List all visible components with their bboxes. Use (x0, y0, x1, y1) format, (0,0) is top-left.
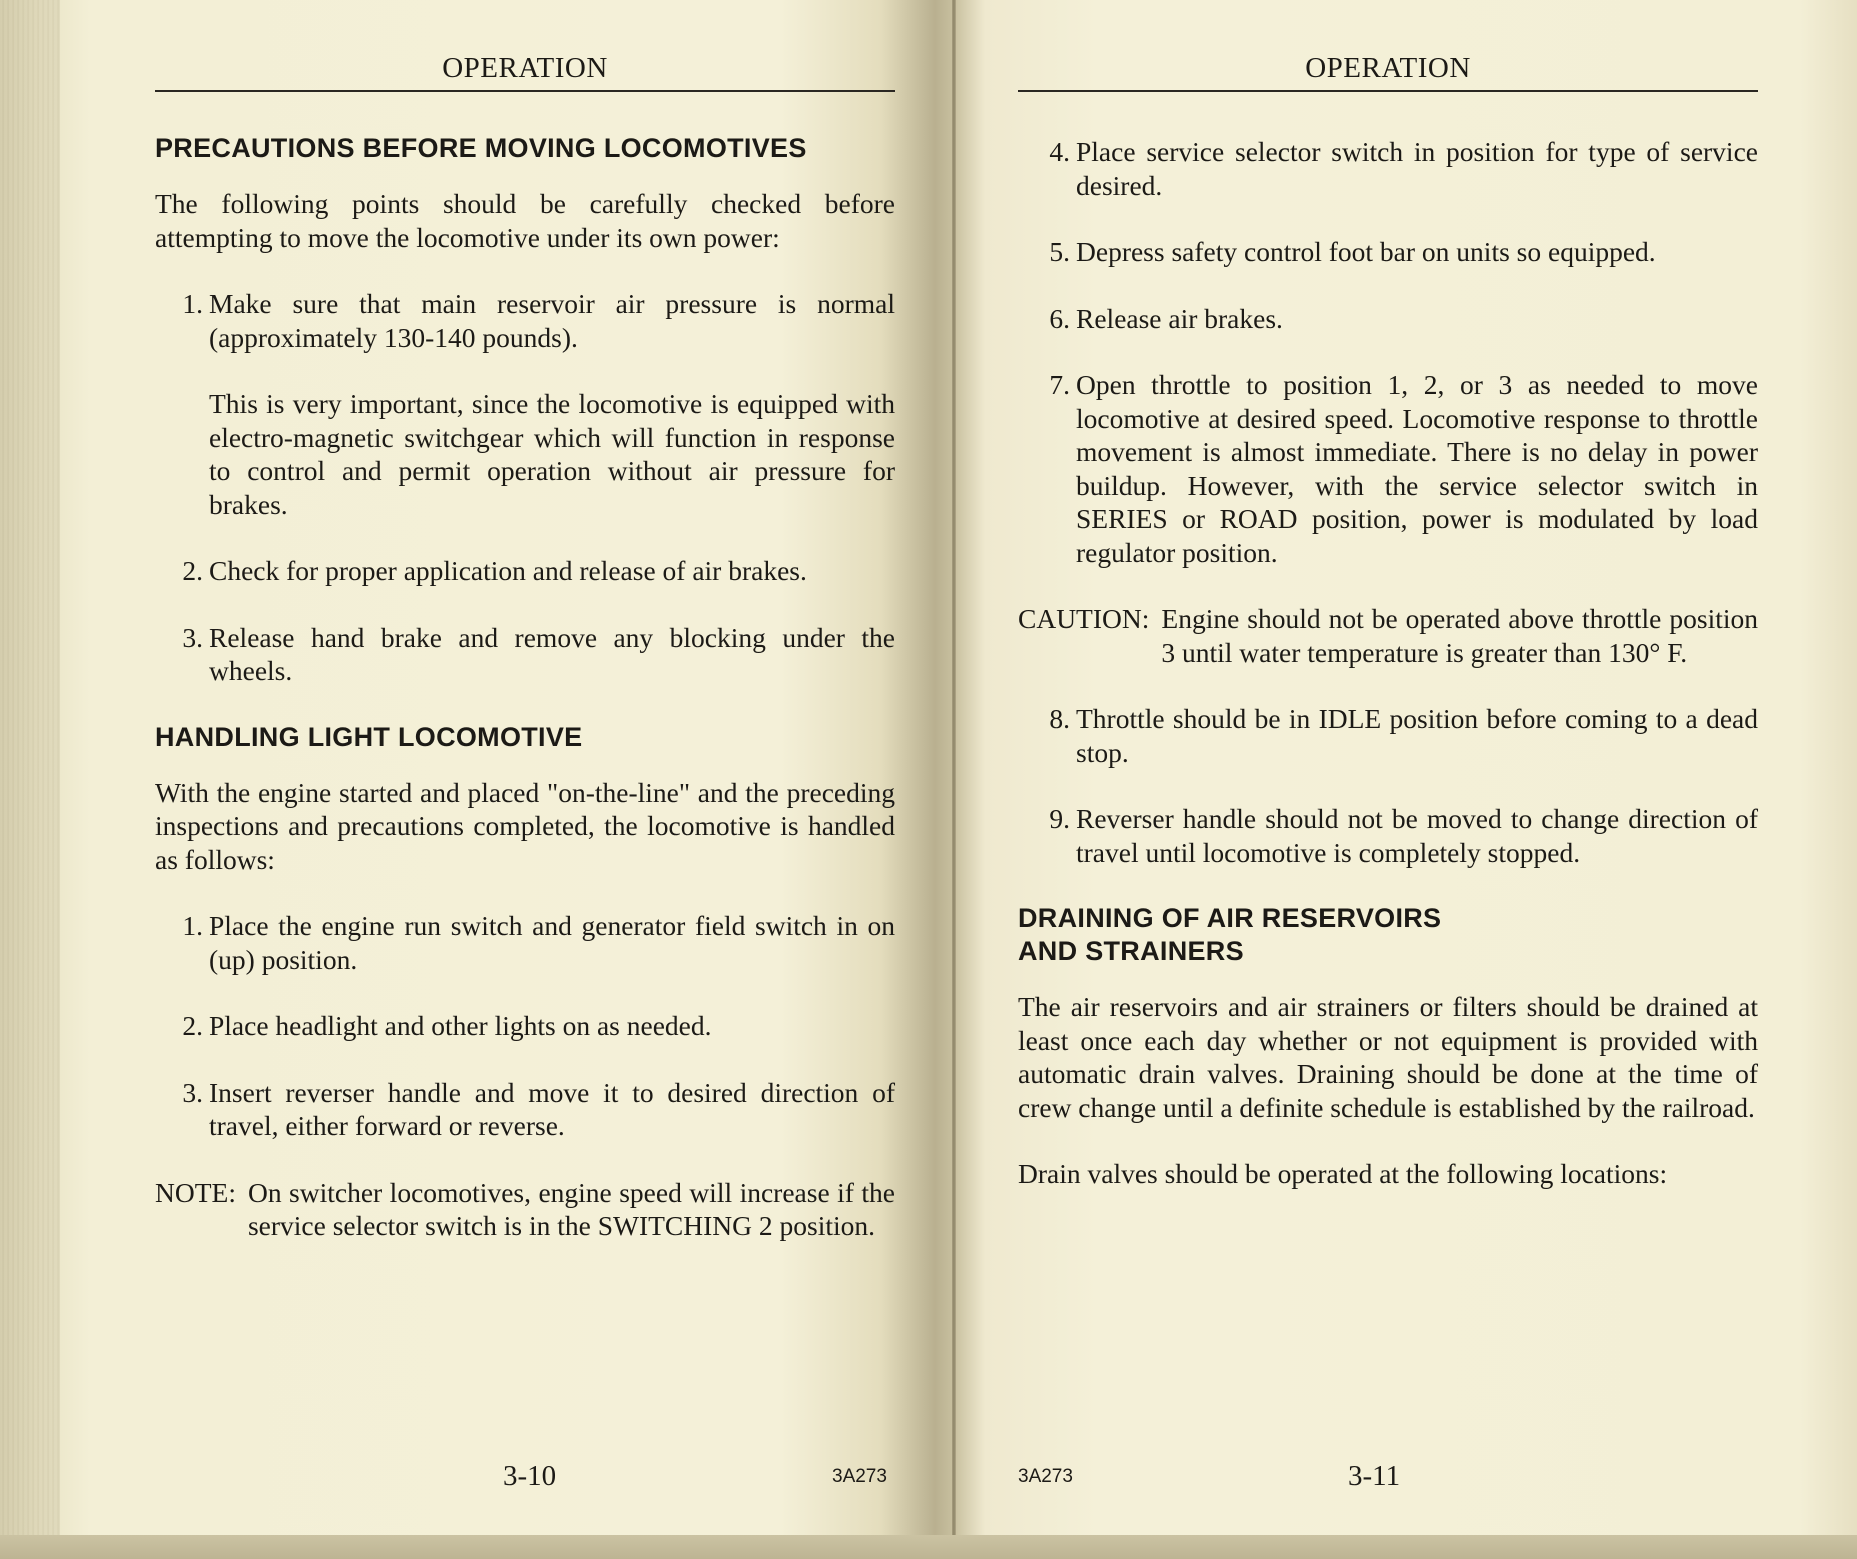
document-code: 3A273 (1018, 1466, 1073, 1487)
list-item (155, 621, 895, 688)
list-item (1018, 135, 1758, 202)
item-number: 8. (1049, 703, 1070, 734)
running-head: OPERATION (442, 52, 608, 84)
list-item (1018, 802, 1758, 869)
item-text: Release air brakes. (1076, 302, 1283, 334)
left-page-content (155, 132, 895, 1276)
item-number: 2. (182, 1010, 203, 1041)
note-block (155, 1176, 895, 1243)
item-number: 4. (1049, 136, 1070, 167)
list-item (1018, 368, 1758, 569)
caution-label: CAUTION: (1018, 603, 1150, 634)
item-number: 3. (182, 621, 203, 653)
page-edges (0, 0, 60, 1559)
book-spine (952, 0, 956, 1559)
left-page (155, 0, 895, 1559)
item-text: Place headlight and other lights on as needed. (209, 1010, 712, 1041)
running-head: OPERATION (1305, 52, 1471, 84)
item-text: Make sure that main reservoir air pressure is normal (approximately 130-140 pounds). (209, 288, 895, 353)
document-code: 3A273 (832, 1466, 887, 1487)
item-subtext: This is very important, since the locomotive is equipped with electro-magnetic switchgear which will function in response to control and permit operation without air pressure for brakes. (209, 388, 895, 520)
item-text: Release hand brake and remove any blocking under the wheels. (209, 621, 895, 686)
page-number: 3-10 (503, 1460, 557, 1492)
header-rule (1018, 90, 1758, 92)
item-text: Place the engine run switch and generator field switch in on (up) position. (209, 910, 895, 975)
item-text: Check for proper application and release of air brakes. (209, 555, 807, 586)
item-number: 3. (182, 1076, 203, 1108)
page-number: 3-11 (1348, 1460, 1401, 1492)
list-item (155, 909, 895, 976)
item-number: 6. (1049, 302, 1070, 334)
item-text: Reverser handle should not be moved to change direction of travel until locomotive is completely stopped. (1076, 803, 1758, 868)
header-rule (155, 90, 895, 92)
paragraph: The air reservoirs and air strainers or filters should be drained at least once each day whether or not equipment is provided with automatic drain valves. Draining should be done at the time of crew change until a definite schedule is established by the railroad. (1018, 991, 1758, 1123)
list-item (1018, 235, 1758, 269)
list-item (155, 1076, 895, 1143)
list-item (155, 554, 895, 588)
list-item (1018, 702, 1758, 769)
paragraph: Drain valves should be operated at the following locations: (1018, 1158, 1668, 1189)
section-heading: DRAINING OF AIR RESERVOIRS (1018, 903, 1442, 933)
item-number: 7. (1049, 369, 1070, 400)
section-heading-continued: AND STRAINERS (1018, 936, 1244, 966)
item-number: 1. (182, 288, 203, 319)
list-item (155, 287, 895, 521)
list-item (1018, 302, 1758, 336)
section-heading: PRECAUTIONS BEFORE MOVING LOCOMOTIVES (155, 133, 807, 163)
item-number: 5. (1049, 236, 1070, 267)
section-intro: With the engine started and placed "on-the-line" and the preceding inspections and precautions completed, the locomotive is handled as follows: (155, 776, 895, 875)
item-text: Open throttle to position 1, 2, or 3 as needed to move locomotive at desired speed. Locomotive response to throttle movement is almost immediate. There is no delay in power buildup. However, with the service selector switch in SERIES or ROAD position, power is modulated by load regulator position. (1076, 369, 1758, 568)
item-number: 9. (1049, 803, 1070, 834)
page-bottom-edge (0, 1535, 1857, 1559)
item-text: Throttle should be in IDLE position before coming to a dead stop. (1076, 703, 1758, 768)
caution-text: Engine should not be operated above throttle position 3 until water temperature is greater than 130° F. (1161, 603, 1758, 668)
list-item (155, 1009, 895, 1043)
section-heading: HANDLING LIGHT LOCOMOTIVE (155, 721, 583, 752)
right-page (1018, 0, 1758, 1559)
note-label: NOTE: (155, 1176, 236, 1208)
item-number: 2. (182, 555, 203, 586)
caution-block (1018, 602, 1758, 669)
right-page-content (1018, 135, 1758, 1224)
item-text: Insert reverser handle and move it to desired direction of travel, either forward or reverse. (209, 1076, 895, 1141)
item-text: Place service selector switch in position for type of service desired. (1076, 136, 1758, 201)
item-text: Depress safety control foot bar on units so equipped. (1076, 236, 1656, 267)
section-intro: The following points should be carefully checked before attempting to move the locomotive under its own power: (155, 188, 895, 253)
item-number: 1. (182, 910, 203, 941)
note-text: On switcher locomotives, engine speed will increase if the service selector switch is in the SWITCHING 2 position. (247, 1176, 895, 1241)
